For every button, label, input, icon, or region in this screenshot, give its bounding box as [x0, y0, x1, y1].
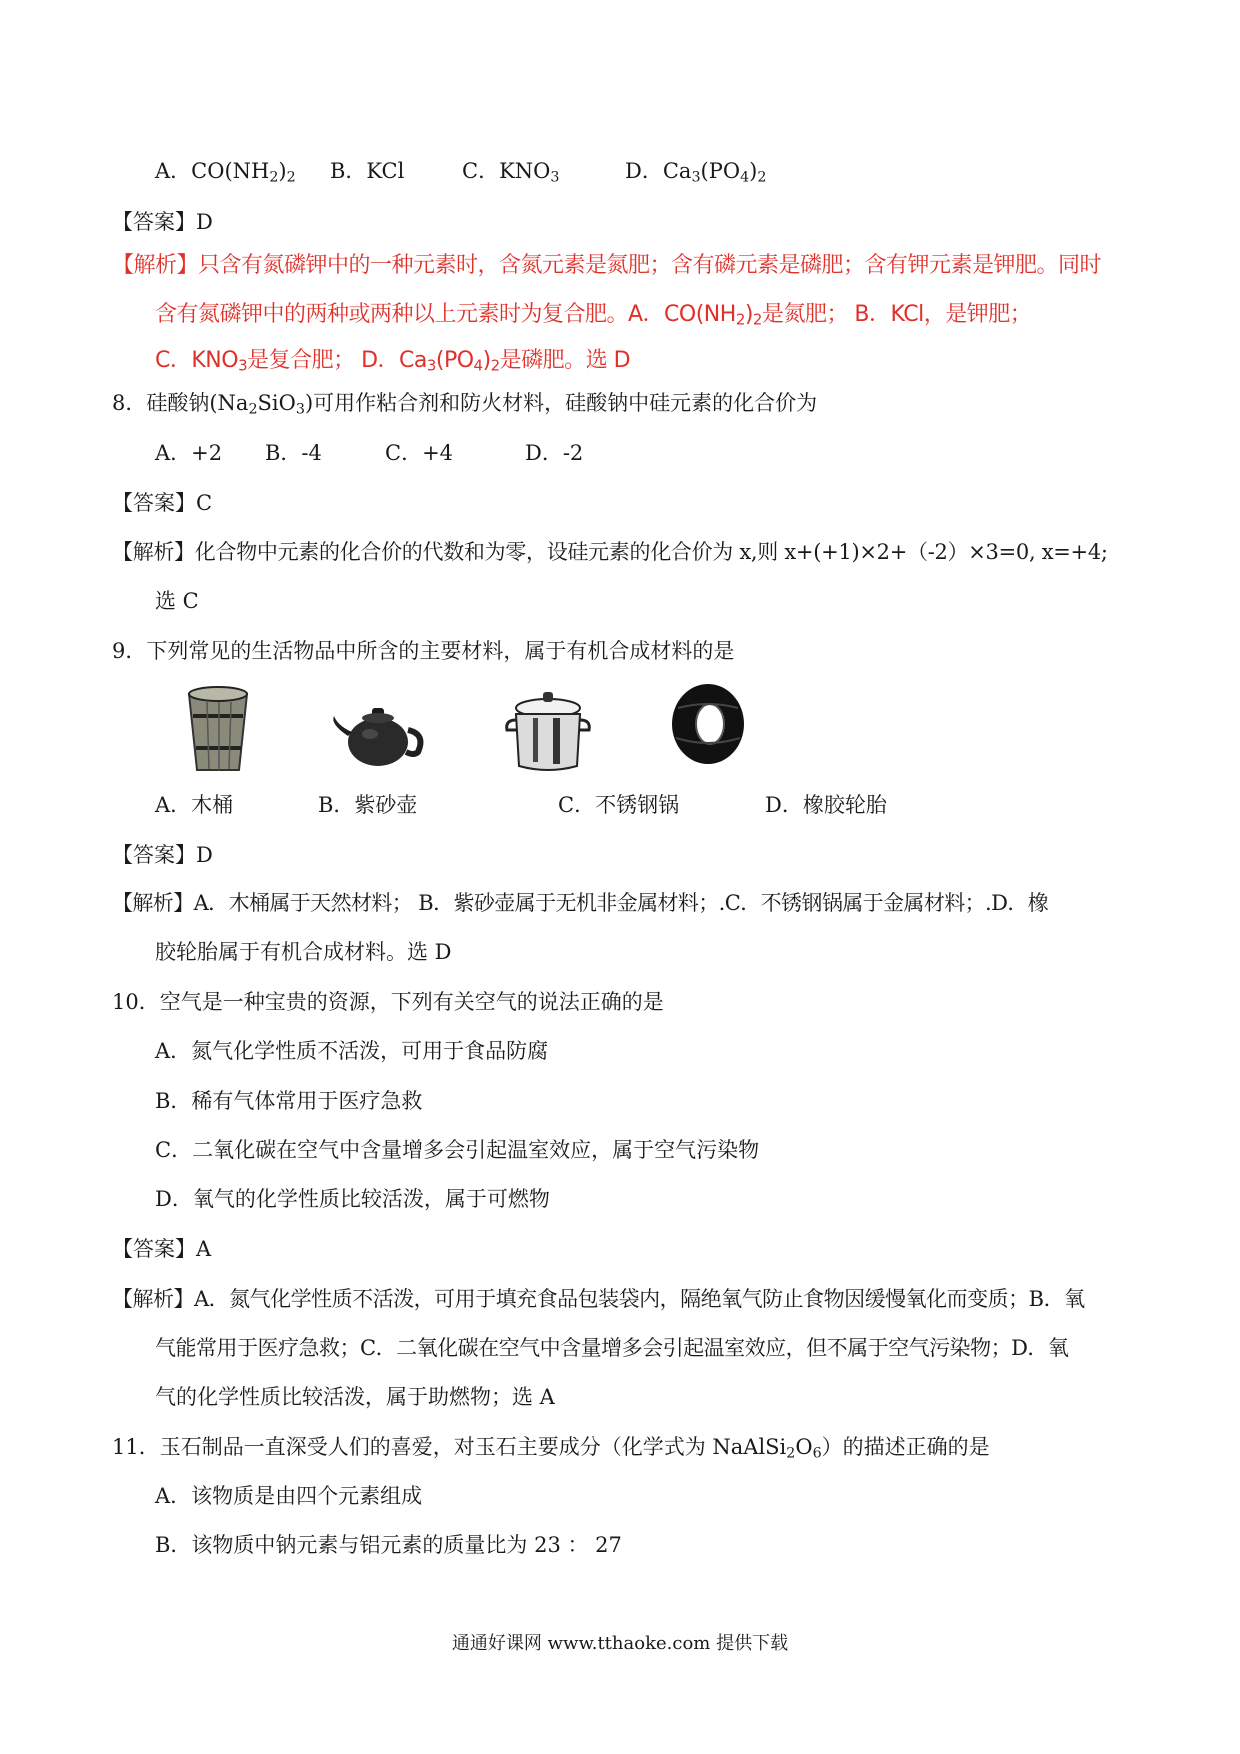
q10-option-d: D．氧气的化学性质比较活泼，属于可燃物 — [155, 1187, 550, 1211]
page-footer: 通通好课网 www.tthaoke.com 提供下载 — [451, 1633, 789, 1654]
q9-option-c: C．不锈钢锅 — [558, 793, 680, 817]
q10-option-b: B．稀有气体常用于医疗急救 — [155, 1089, 423, 1113]
q9-analysis-line1: 【解析】A．木桶属于天然材料； B．紫砂壶属于无机非金属材料；.C．不锈钢锅属于金属材料；.D．橡 — [112, 891, 1049, 915]
q9-option-d: D．橡胶轮胎 — [765, 793, 887, 817]
q7-option-a: A．$CO(NH_2)_2$ — [155, 159, 296, 186]
wooden-bucket-image — [183, 684, 253, 774]
q7-analysis-line2: 含有氮磷钾中的两种或两种以上元素时为复合肥。A．$CO(NH_2)_2$是氮肥； B．KCl，是钾肥； — [155, 302, 1032, 329]
q11-option-b: B．该物质中钠元素与铝元素的质量比为 23 ： 27 — [155, 1533, 622, 1557]
q11-stem: 11．玉石制品一直深受人们的喜爱，对玉石主要成分（化学式为 $NaAlSi_2O_6$）的描述正确的是 — [112, 1435, 990, 1462]
q8-analysis-line1: 【解析】化合物中元素的化合价的代数和为零，设硅元素的化合价为 x,则 x+(+1)×2+（-2）×3=0, x=+4; — [112, 540, 1108, 564]
q8-option-b: B．-4 — [265, 441, 322, 465]
q9-option-b: B．紫砂壶 — [318, 793, 418, 817]
q9-stem: 9．下列常见的生活物品中所含的主要材料，属于有机合成材料的是 — [112, 639, 735, 663]
q11-option-a: A．该物质是由四个元素组成 — [155, 1484, 423, 1508]
q7-answer: 【答案】D — [112, 210, 213, 234]
q7-option-c: C．$KNO_3$ — [462, 159, 560, 186]
q10-option-a: A．氮气化学性质不活泼，可用于食品防腐 — [155, 1039, 549, 1063]
q8-stem: 8．硅酸钠$(Na_2SiO_3)$可用作粘合剂和防火材料，硅酸钠中硅元素的化合价为 — [112, 391, 818, 418]
q10-answer: 【答案】A — [112, 1237, 212, 1261]
q7-analysis-line1: 【解析】只含有氮磷钾中的一种元素时，含氮元素是氮肥；含有磷元素是磷肥；含有钾元素是钾肥。同时 — [112, 253, 1102, 278]
rubber-tire-image — [668, 678, 748, 768]
q9-images — [183, 684, 803, 784]
q9-analysis-line2: 胶轮胎属于有机合成材料。选 D — [155, 940, 452, 964]
q7-option-b: B．KCl — [330, 159, 405, 183]
q9-option-a: A．木桶 — [155, 793, 234, 817]
q8-analysis-line2: 选 C — [155, 589, 199, 613]
q10-analysis-line3: 气的化学性质比较活泼，属于助燃物；选 A — [155, 1385, 555, 1409]
q8-option-a: A．+2 — [155, 441, 223, 465]
q8-answer: 【答案】C — [112, 491, 213, 515]
q8-option-d: D．-2 — [525, 441, 584, 465]
q9-answer: 【答案】D — [112, 843, 213, 867]
q10-analysis-line2: 气能常用于医疗急救；C．二氧化碳在空气中含量增多会引起温室效应，但不属于空气污染物；D．氧 — [155, 1336, 1069, 1360]
steel-pot-image — [503, 688, 593, 774]
teapot-image — [328, 694, 428, 774]
q10-analysis-line1: 【解析】A．氮气化学性质不活泼，可用于填充食品包装袋内，隔绝氧气防止食物因缓慢氧化而变质；B．氧 — [112, 1287, 1085, 1311]
q7-option-d: D．$Ca_3(PO_4)_2$ — [625, 159, 767, 186]
q10-option-c: C．二氧化碳在空气中含量增多会引起温室效应，属于空气污染物 — [155, 1138, 760, 1162]
q10-stem: 10．空气是一种宝贵的资源，下列有关空气的说法正确的是 — [112, 990, 664, 1014]
q7-analysis-line3: C．$KNO_3$是复合肥； D．$Ca_3(PO_4)_2$是磷肥。选 D — [155, 348, 631, 375]
q8-option-c: C．+4 — [385, 441, 454, 465]
